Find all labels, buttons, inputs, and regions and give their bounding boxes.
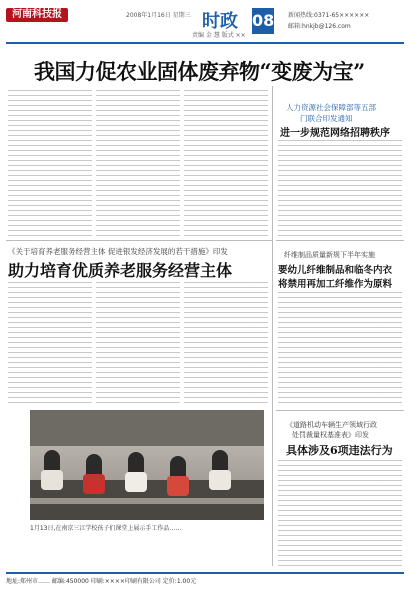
right-mid-headline-1: 要幼儿纤维制品和临冬内衣	[278, 265, 393, 276]
photo-desk-row	[30, 504, 264, 520]
section-title: 时政	[202, 11, 238, 32]
middle-article-col-3	[184, 282, 268, 404]
right-divider-2	[276, 410, 404, 411]
photo-person-shirt	[41, 470, 63, 490]
middle-article-col-2	[96, 282, 180, 404]
column-divider	[272, 86, 273, 566]
newspaper-logo: 河南科技报	[6, 8, 68, 22]
main-article-col-3	[184, 90, 268, 238]
contact-phone: 新闻热线:0371-65××××××	[288, 12, 370, 19]
photo-person-shirt	[209, 470, 231, 490]
right-top-article-body	[278, 140, 402, 236]
photo-person-shirt	[125, 472, 147, 492]
right-top-kicker: 人力资源社会保障部等五部	[286, 103, 376, 112]
right-mid-kicker: 纤维制品质量新规下半年实施	[284, 251, 375, 259]
photo-caption: 1月13日,在南京三江学校孩子们课堂上展示手工作品……	[30, 525, 182, 532]
right-bottom-article-body	[278, 460, 402, 570]
issue-date: 2008年1月16日 星期三	[126, 12, 191, 19]
right-mid-article-body	[278, 292, 402, 406]
photo-person-shirt	[167, 476, 189, 496]
news-photo	[30, 410, 264, 520]
masthead	[6, 6, 404, 42]
right-top-headline: 进一步规范网络招聘秩序	[280, 128, 390, 139]
main-article-col-1	[8, 90, 92, 238]
masthead-rule	[6, 42, 404, 44]
contact-info	[288, 10, 369, 32]
right-mid-headline-2: 将禁用再加工纤维作为原料	[278, 279, 393, 290]
right-bottom-headline: 具体涉及6项违法行为	[286, 444, 393, 457]
footer: 地址:郑州市…… 邮编:450000 印刷:××××印刷有限公司 定价:1.00元	[6, 578, 197, 585]
main-article-col-2	[96, 90, 180, 238]
contact-email: 邮箱:hnkjb@126.com	[288, 23, 351, 30]
right-top-kicker-2: 门联合印发通知	[300, 114, 353, 123]
right-bottom-kicker: 《道路机动车辆生产领域行政	[286, 421, 377, 429]
photo-background	[30, 410, 264, 446]
page-number: 08	[252, 8, 274, 34]
footer-rule	[6, 572, 404, 574]
right-bottom-kicker-2: 处罚裁量权基准表》印发	[292, 431, 369, 439]
middle-article-col-1	[8, 282, 92, 404]
middle-article-headline: 助力培育优质养老服务经营主体	[8, 261, 233, 280]
photo-person-shirt	[83, 474, 105, 494]
editor-line: 责编 金 慧 版式 ××	[192, 32, 246, 39]
main-headline: 我国力促农业固体废弃物“变废为宝”	[34, 59, 365, 84]
middle-article-kicker: 《关于培育养老服务经营主体 促进银发经济发展的若干措施》印发	[8, 247, 228, 256]
section-divider	[6, 240, 272, 241]
right-divider	[276, 240, 404, 241]
